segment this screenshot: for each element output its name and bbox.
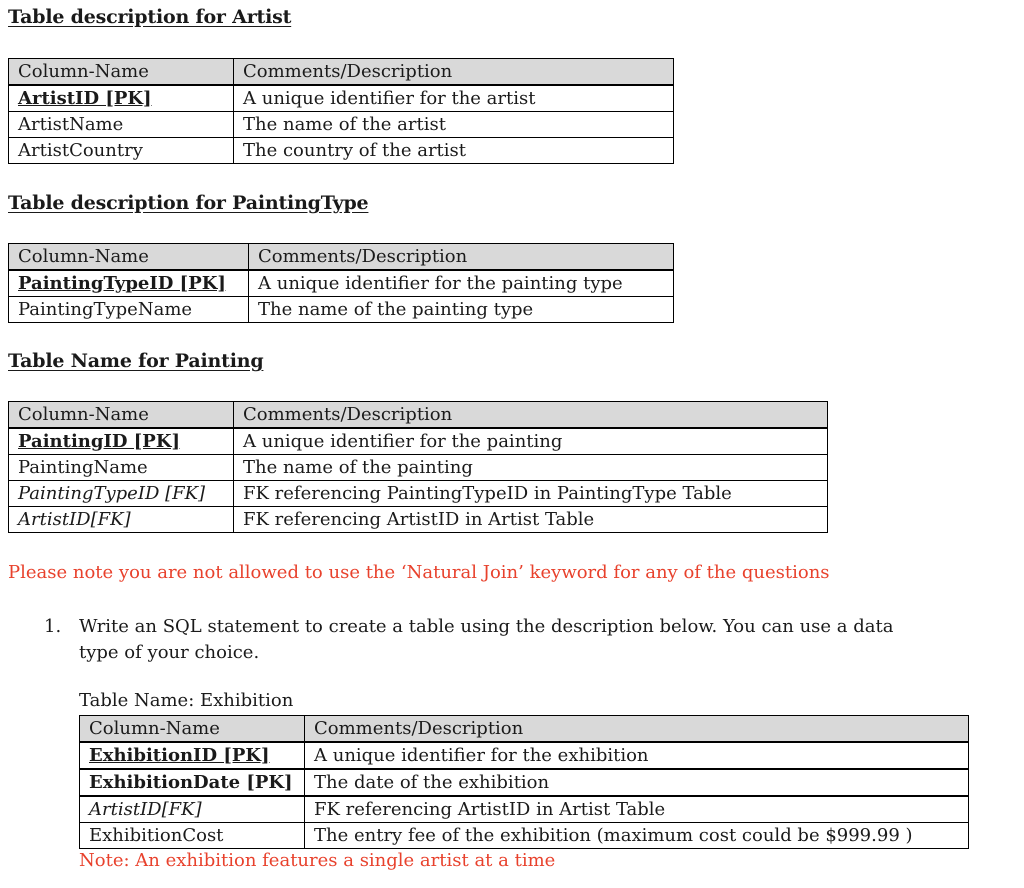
table-row: [9, 270, 674, 297]
description-cell: The country of the artist: [234, 138, 674, 164]
description-header: Comments/Description: [234, 59, 674, 86]
column-name-cell: ArtistCountry: [9, 138, 234, 164]
painting-description-table: [8, 401, 828, 533]
column-name-header: Column-Name: [9, 59, 234, 86]
painting-type-table-heading: Table description for PaintingType: [8, 192, 369, 214]
column-name-header: Column-Name: [9, 244, 249, 271]
primary-key-name: ExhibitionID [PK]: [89, 745, 270, 766]
description-cell: FK referencing ArtistID in Artist Table: [234, 507, 828, 533]
primary-key-name: ExhibitionDate [PK]: [89, 772, 293, 793]
description-header: Comments/Description: [234, 402, 828, 429]
foreign-key-name: PaintingTypeID [FK]: [18, 483, 206, 504]
description-cell: FK referencing PaintingTypeID in PaintingType Table: [234, 481, 828, 507]
column-name-cell: ArtistName: [9, 112, 234, 138]
column-name-header: Column-Name: [80, 716, 305, 743]
foreign-key-name: ArtistID[FK]: [89, 799, 202, 820]
primary-key-name: PaintingTypeID [PK]: [18, 273, 226, 294]
column-name-cell: [9, 481, 234, 507]
table-row: [9, 428, 828, 455]
table-header-row: [9, 402, 828, 429]
description-header: Comments/Description: [305, 716, 969, 743]
description-cell: A unique identifier for the artist: [234, 85, 674, 112]
column-name-cell: [9, 270, 249, 297]
table-row: [9, 297, 674, 323]
description-cell: The name of the painting type: [249, 297, 674, 323]
artist-description-table: [8, 58, 674, 164]
exhibition-table-label: Table Name: Exhibition: [79, 690, 294, 711]
description-cell: The date of the exhibition: [305, 769, 969, 796]
table-row: [80, 796, 969, 823]
column-name-cell: [80, 769, 305, 796]
table-row: [9, 481, 828, 507]
table-header-row: [80, 716, 969, 743]
column-name-cell: [80, 742, 305, 769]
table-row: [9, 455, 828, 481]
table-header-row: [9, 59, 674, 86]
column-name-cell: PaintingTypeName: [9, 297, 249, 323]
table-row: [80, 742, 969, 769]
painting-table-heading: Table Name for Painting: [8, 350, 264, 372]
table-row: [9, 138, 674, 164]
natural-join-notice: Please note you are not allowed to use the ‘Natural Join’ keyword for any of the questions: [8, 562, 830, 583]
column-name-cell: [9, 85, 234, 112]
question-number: 1.: [44, 616, 62, 637]
description-cell: The entry fee of the exhibition (maximum cost could be $999.99 ): [305, 823, 969, 849]
column-name-cell: PaintingName: [9, 455, 234, 481]
artist-table-heading: Table description for Artist: [8, 6, 292, 28]
description-cell: The name of the painting: [234, 455, 828, 481]
description-header: Comments/Description: [249, 244, 674, 271]
column-name-cell: [9, 507, 234, 533]
exhibition-description-table: [79, 715, 969, 849]
description-cell: FK referencing ArtistID in Artist Table: [305, 796, 969, 823]
description-cell: A unique identifier for the painting type: [249, 270, 674, 297]
description-cell: The name of the artist: [234, 112, 674, 138]
painting-type-description-table: [8, 243, 674, 323]
column-name-cell: [80, 796, 305, 823]
table-header-row: [9, 244, 674, 271]
table-row: [80, 769, 969, 796]
column-name-header: Column-Name: [9, 402, 234, 429]
table-row: [9, 85, 674, 112]
table-row: [9, 507, 828, 533]
exhibition-note: Note: An exhibition features a single artist at a time: [79, 850, 556, 871]
table-row: [9, 112, 674, 138]
column-name-cell: ExhibitionCost: [80, 823, 305, 849]
description-cell: A unique identifier for the painting: [234, 428, 828, 455]
question-text: Write an SQL statement to create a table using the description below. You can use a data type of your choice.: [79, 616, 894, 663]
table-row: [80, 823, 969, 849]
column-name-cell: [9, 428, 234, 455]
foreign-key-name: ArtistID[FK]: [18, 509, 131, 530]
primary-key-name: ArtistID [PK]: [18, 88, 152, 109]
description-cell: A unique identifier for the exhibition: [305, 742, 969, 769]
primary-key-name: PaintingID [PK]: [18, 431, 180, 452]
